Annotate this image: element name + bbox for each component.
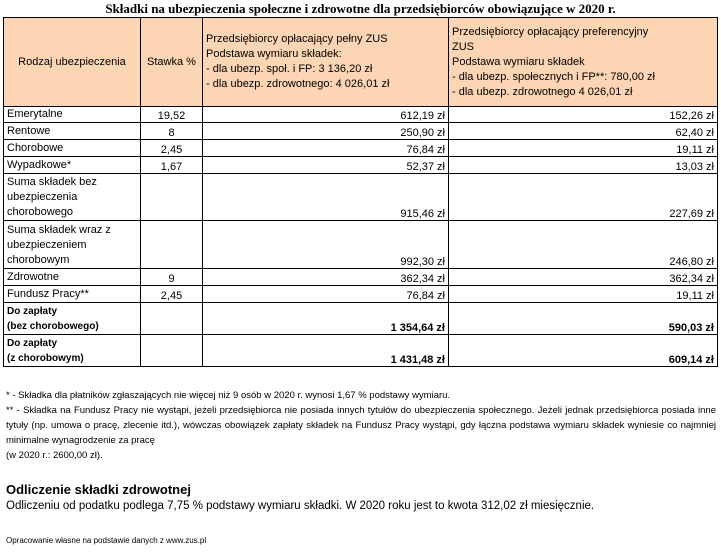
cell-rate: 8 [141, 123, 203, 140]
table-row [4, 221, 718, 269]
cell-rate [141, 335, 203, 367]
table-row [4, 107, 718, 123]
table-body [4, 107, 718, 367]
cell-preferential-zus: 13,03 zł [449, 157, 718, 174]
cell-preferential-zus: 62,40 zł [449, 123, 718, 140]
cell-full-zus: 362,34 zł [203, 269, 449, 286]
footnote: (w 2020 r.: 2600,00 zł). [6, 450, 103, 461]
header-pref-line: - dla ubezp. zdrowotnego 4 026,01 zł [452, 85, 633, 98]
cell-insurance-type-line: Suma składek bez [7, 176, 97, 188]
cell-insurance-type [4, 123, 141, 140]
header-full-line: - dla ubezp. zdrowotnego: 4 026,01 zł [206, 78, 390, 90]
cell-preferential-zus: 362,34 zł [449, 269, 718, 286]
cell-preferential-zus: 590,03 zł [449, 303, 718, 335]
cell-insurance-type [4, 286, 141, 303]
cell-preferential-zus: 19,11 zł [449, 140, 718, 157]
cell-full-zus: 992,30 zł [203, 221, 449, 269]
cell-insurance-type [4, 140, 141, 157]
footnotes [6, 388, 716, 463]
header-full-line: Podstawa wymiaru składek: [206, 48, 342, 60]
cell-full-zus: 1 354,64 zł [203, 303, 449, 335]
cell-insurance-type [4, 157, 141, 174]
cell-rate: 9 [141, 269, 203, 286]
contributions-table [3, 17, 718, 367]
cell-insurance-type-line: Emerytalne [7, 108, 63, 120]
cell-insurance-type-line: Do zapłaty [7, 338, 58, 349]
header-preferential-zus [449, 18, 718, 107]
table-row [4, 174, 718, 221]
cell-rate [141, 303, 203, 335]
table-row [4, 157, 718, 174]
cell-preferential-zus: 246,80 zł [449, 221, 718, 269]
header-pref-line: ZUS [452, 40, 474, 53]
cell-insurance-type [4, 221, 141, 269]
table-row [4, 140, 718, 157]
header-pref-line: - dla ubezp. społecznych i FP**: 780,00 zł [452, 70, 656, 83]
header-full-line: - dla ubezp. społ. i FP: 3 136,20 zł [206, 63, 373, 75]
table-row [4, 335, 718, 367]
cell-rate [141, 221, 203, 269]
cell-full-zus: 915,46 zł [203, 174, 449, 221]
cell-insurance-type [4, 269, 141, 286]
page-title: Składki na ubezpieczenia społeczne i zdrowotne dla przedsiębiorców obowiązujące w 2020 r. [105, 1, 616, 16]
header-insurance-type: Rodzaj ubezpieczenia [4, 18, 141, 107]
cell-insurance-type-line: chorobowym [7, 254, 70, 266]
cell-insurance-type-line: chorobowego [7, 206, 74, 218]
cell-insurance-type-line: ubezpieczeniem [7, 239, 87, 251]
cell-preferential-zus: 609,14 zł [449, 335, 718, 367]
cell-full-zus: 76,84 zł [203, 140, 449, 157]
table-row [4, 286, 718, 303]
cell-rate: 1,67 [141, 157, 203, 174]
header-pref-line: Przedsiębiorcy opłacający preferencyjny [452, 25, 649, 38]
cell-rate [141, 174, 203, 221]
header-full-zus [203, 18, 449, 107]
cell-full-zus: 250,90 zł [203, 123, 449, 140]
table-header-row [4, 18, 718, 107]
footnote: ** - Składka na Fundusz Pracy nie wystąpi, jeżeli przedsiębiorca nie posiada innych tytułów do ubezpieczenia społecznego. Jeżeli jednak przedsiębiorca posiada inne tytuły (np. umowa o pracę, zlecenie itd.), wówczas obowiązek zapłaty składek na Fundusz Pracy wystąpi, gdy łączna podstawa wymiaru składek wyniesie co najmniej minimalne wynagrodzenie za pracę [6, 405, 716, 446]
cell-insurance-type [4, 303, 141, 335]
cell-full-zus: 1 431,48 zł [203, 335, 449, 367]
header-pref-line: Podstawa wymiaru składek [452, 55, 585, 68]
table-row [4, 269, 718, 286]
cell-preferential-zus: 227,69 zł [449, 174, 718, 221]
cell-rate: 2,45 [141, 140, 203, 157]
header-rate: Stawka % [141, 18, 203, 107]
source-note: Opracowanie własne na podstawie danych z www.zus.pl [6, 536, 207, 545]
cell-insurance-type-line: (bez chorobowego) [7, 321, 99, 332]
cell-insurance-type-line: Do zapłaty [7, 306, 58, 317]
cell-insurance-type-line: ubezpieczenia [7, 191, 78, 203]
section-text: Odliczeniu od podatku podlega 7,75 % podstawy wymiaru składki. W 2020 roku jest to kwota 312,02 zł miesięcznie. [6, 500, 595, 512]
cell-preferential-zus: 19,11 zł [449, 286, 718, 303]
cell-insurance-type-line: (z chorobowym) [7, 353, 84, 364]
table-row [4, 123, 718, 140]
cell-rate: 19,52 [141, 107, 203, 123]
cell-insurance-type-line: Suma składek wraz z [7, 224, 111, 236]
cell-insurance-type [4, 174, 141, 221]
cell-full-zus: 612,19 zł [203, 107, 449, 123]
cell-insurance-type-line: Rentowe [7, 125, 51, 137]
cell-insurance-type-line: Chorobowe [7, 142, 64, 154]
cell-insurance-type-line: Wypadkowe* [7, 159, 72, 171]
cell-preferential-zus: 152,26 zł [449, 107, 718, 123]
cell-insurance-type-line: Zdrowotne [7, 271, 59, 283]
table-row [4, 303, 718, 335]
footnote: * - Składka dla płatników zgłaszających nie więcej niż 9 osób w 2020 r. wynosi 1,67 % podstawy wymiaru. [6, 390, 451, 401]
cell-rate: 2,45 [141, 286, 203, 303]
section-heading: Odliczenie składki zdrowotnej [6, 482, 191, 497]
header-full-line: Przedsiębiorcy opłacający pełny ZUS [206, 33, 388, 45]
cell-insurance-type [4, 335, 141, 367]
cell-full-zus: 52,37 zł [203, 157, 449, 174]
cell-insurance-type [4, 107, 141, 123]
cell-insurance-type-line: Fundusz Pracy** [7, 288, 89, 300]
cell-full-zus: 76,84 zł [203, 286, 449, 303]
